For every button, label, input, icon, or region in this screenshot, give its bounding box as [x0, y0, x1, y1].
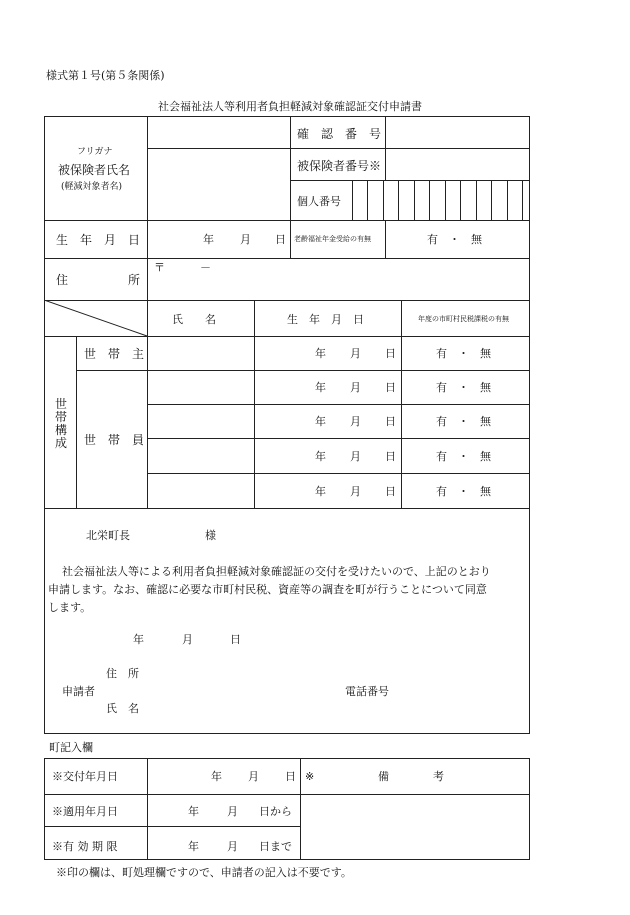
row-month: 月 [350, 450, 361, 463]
phone-label: 電話番号 [345, 685, 389, 698]
remarks-label: 備 考 [378, 770, 444, 783]
household-member-label: 世 帯 員 [84, 433, 145, 447]
declaration-line-2: 申請します。なお、確認に必要な市町村民税、資産等の調査を町が行うことについて同意 [48, 583, 487, 596]
honorific: 様 [205, 529, 216, 542]
birth-day: 日 [275, 233, 286, 246]
col-tax-header: 年度の市町村民税課税の有無 [418, 315, 509, 323]
insured-name-note: (軽減対象者名) [61, 182, 123, 192]
insured-name-label: 被保険者氏名 [58, 163, 131, 177]
address-label-1: 住 [56, 273, 69, 287]
address-input[interactable] [150, 276, 528, 298]
row-day: 日 [385, 381, 396, 394]
addressee: 北栄町長 [86, 529, 130, 542]
row-tax-choice[interactable]: 有 ・ 無 [436, 415, 491, 428]
decl-year: 年 [133, 633, 144, 646]
row-year: 年 [315, 381, 326, 394]
issue-day: 日 [285, 770, 296, 783]
row-tax-choice[interactable]: 有 ・ 無 [436, 485, 491, 498]
remarks-mark: ※ [305, 770, 315, 783]
row-month: 月 [350, 485, 361, 498]
address-label-2: 所 [128, 273, 141, 287]
col-name-header: 氏 名 [172, 313, 216, 326]
household-group-char-1: 世 [55, 397, 68, 411]
office-section-label: 町記入欄 [49, 741, 93, 754]
row-tax-choice[interactable]: 有 ・ 無 [436, 381, 491, 394]
applicant-address-label: 住 所 [106, 667, 139, 680]
row-month: 月 [350, 381, 361, 394]
row-tax-choice[interactable]: 有 ・ 無 [436, 347, 491, 360]
validity-year: 年 [188, 840, 199, 853]
row-day: 日 [385, 415, 396, 428]
household-head-label: 世 帯 主 [84, 347, 145, 361]
form-title: 社会福祉法人等利用者負担軽減対象確認証交付申請書 [158, 100, 422, 113]
row-year: 年 [315, 347, 326, 360]
footnote: ※印の欄は、町処理欄ですので、申請者の記入は不要です。 [56, 866, 352, 879]
row-year: 年 [315, 485, 326, 498]
row-month: 月 [350, 347, 361, 360]
birth-month: 月 [240, 233, 251, 246]
household-group-char-2: 帯 [55, 410, 68, 424]
pension-choice[interactable]: 有 ・ 無 [427, 233, 482, 246]
apply-day-from: 日から [259, 805, 292, 818]
validity-month: 月 [227, 840, 238, 853]
row-day: 日 [385, 485, 396, 498]
insured-number-input[interactable] [388, 150, 528, 178]
apply-year: 年 [188, 805, 199, 818]
applicant-label: 申請者 [62, 685, 95, 698]
applicant-name-label: 氏 名 [106, 702, 139, 715]
row-month: 月 [350, 415, 361, 428]
validity-label: ※有 効 期 限 [52, 840, 118, 853]
issue-year: 年 [211, 770, 222, 783]
birth-date-label: 生 年 月 日 [56, 233, 141, 247]
row-year: 年 [315, 415, 326, 428]
postal-mark: 〒 [154, 261, 165, 274]
issue-date-label: ※交付年月日 [52, 770, 118, 783]
row-year: 年 [315, 450, 326, 463]
birth-year: 年 [203, 233, 214, 246]
row-day: 日 [385, 347, 396, 360]
form-number: 様式第１号(第５条関係) [46, 69, 165, 82]
postal-dash: － [200, 261, 211, 274]
household-group-char-3: 構 [55, 423, 68, 437]
confirm-number-label: 確 認 番 号 [297, 127, 382, 141]
declaration-line-1: 社会福祉法人等による利用者負担軽減対象確認証の交付を受けたいので、上記のとおり [62, 565, 491, 578]
furigana-input[interactable] [150, 118, 288, 146]
furigana-label: フリガナ [77, 147, 113, 157]
declaration-line-3: します。 [48, 601, 92, 614]
issue-month: 月 [248, 770, 259, 783]
apply-month: 月 [227, 805, 238, 818]
col-birth-header: 生 年 月 日 [287, 313, 364, 326]
personal-number-label: 個人番号 [297, 195, 341, 208]
household-group-char-4: 成 [55, 436, 68, 450]
name-input[interactable] [150, 150, 288, 218]
pension-label: 老齢福祉年金受給の有無 [294, 235, 371, 243]
confirm-number-input[interactable] [388, 118, 528, 146]
insured-number-label: 被保険者番号※ [297, 159, 382, 173]
diagonal-line [44, 300, 148, 337]
row-day: 日 [385, 450, 396, 463]
decl-day: 日 [230, 633, 241, 646]
row-tax-choice[interactable]: 有 ・ 無 [436, 450, 491, 463]
decl-month: 月 [182, 633, 193, 646]
apply-date-label: ※適用年月日 [52, 805, 118, 818]
validity-day-until: 日まで [259, 840, 292, 853]
